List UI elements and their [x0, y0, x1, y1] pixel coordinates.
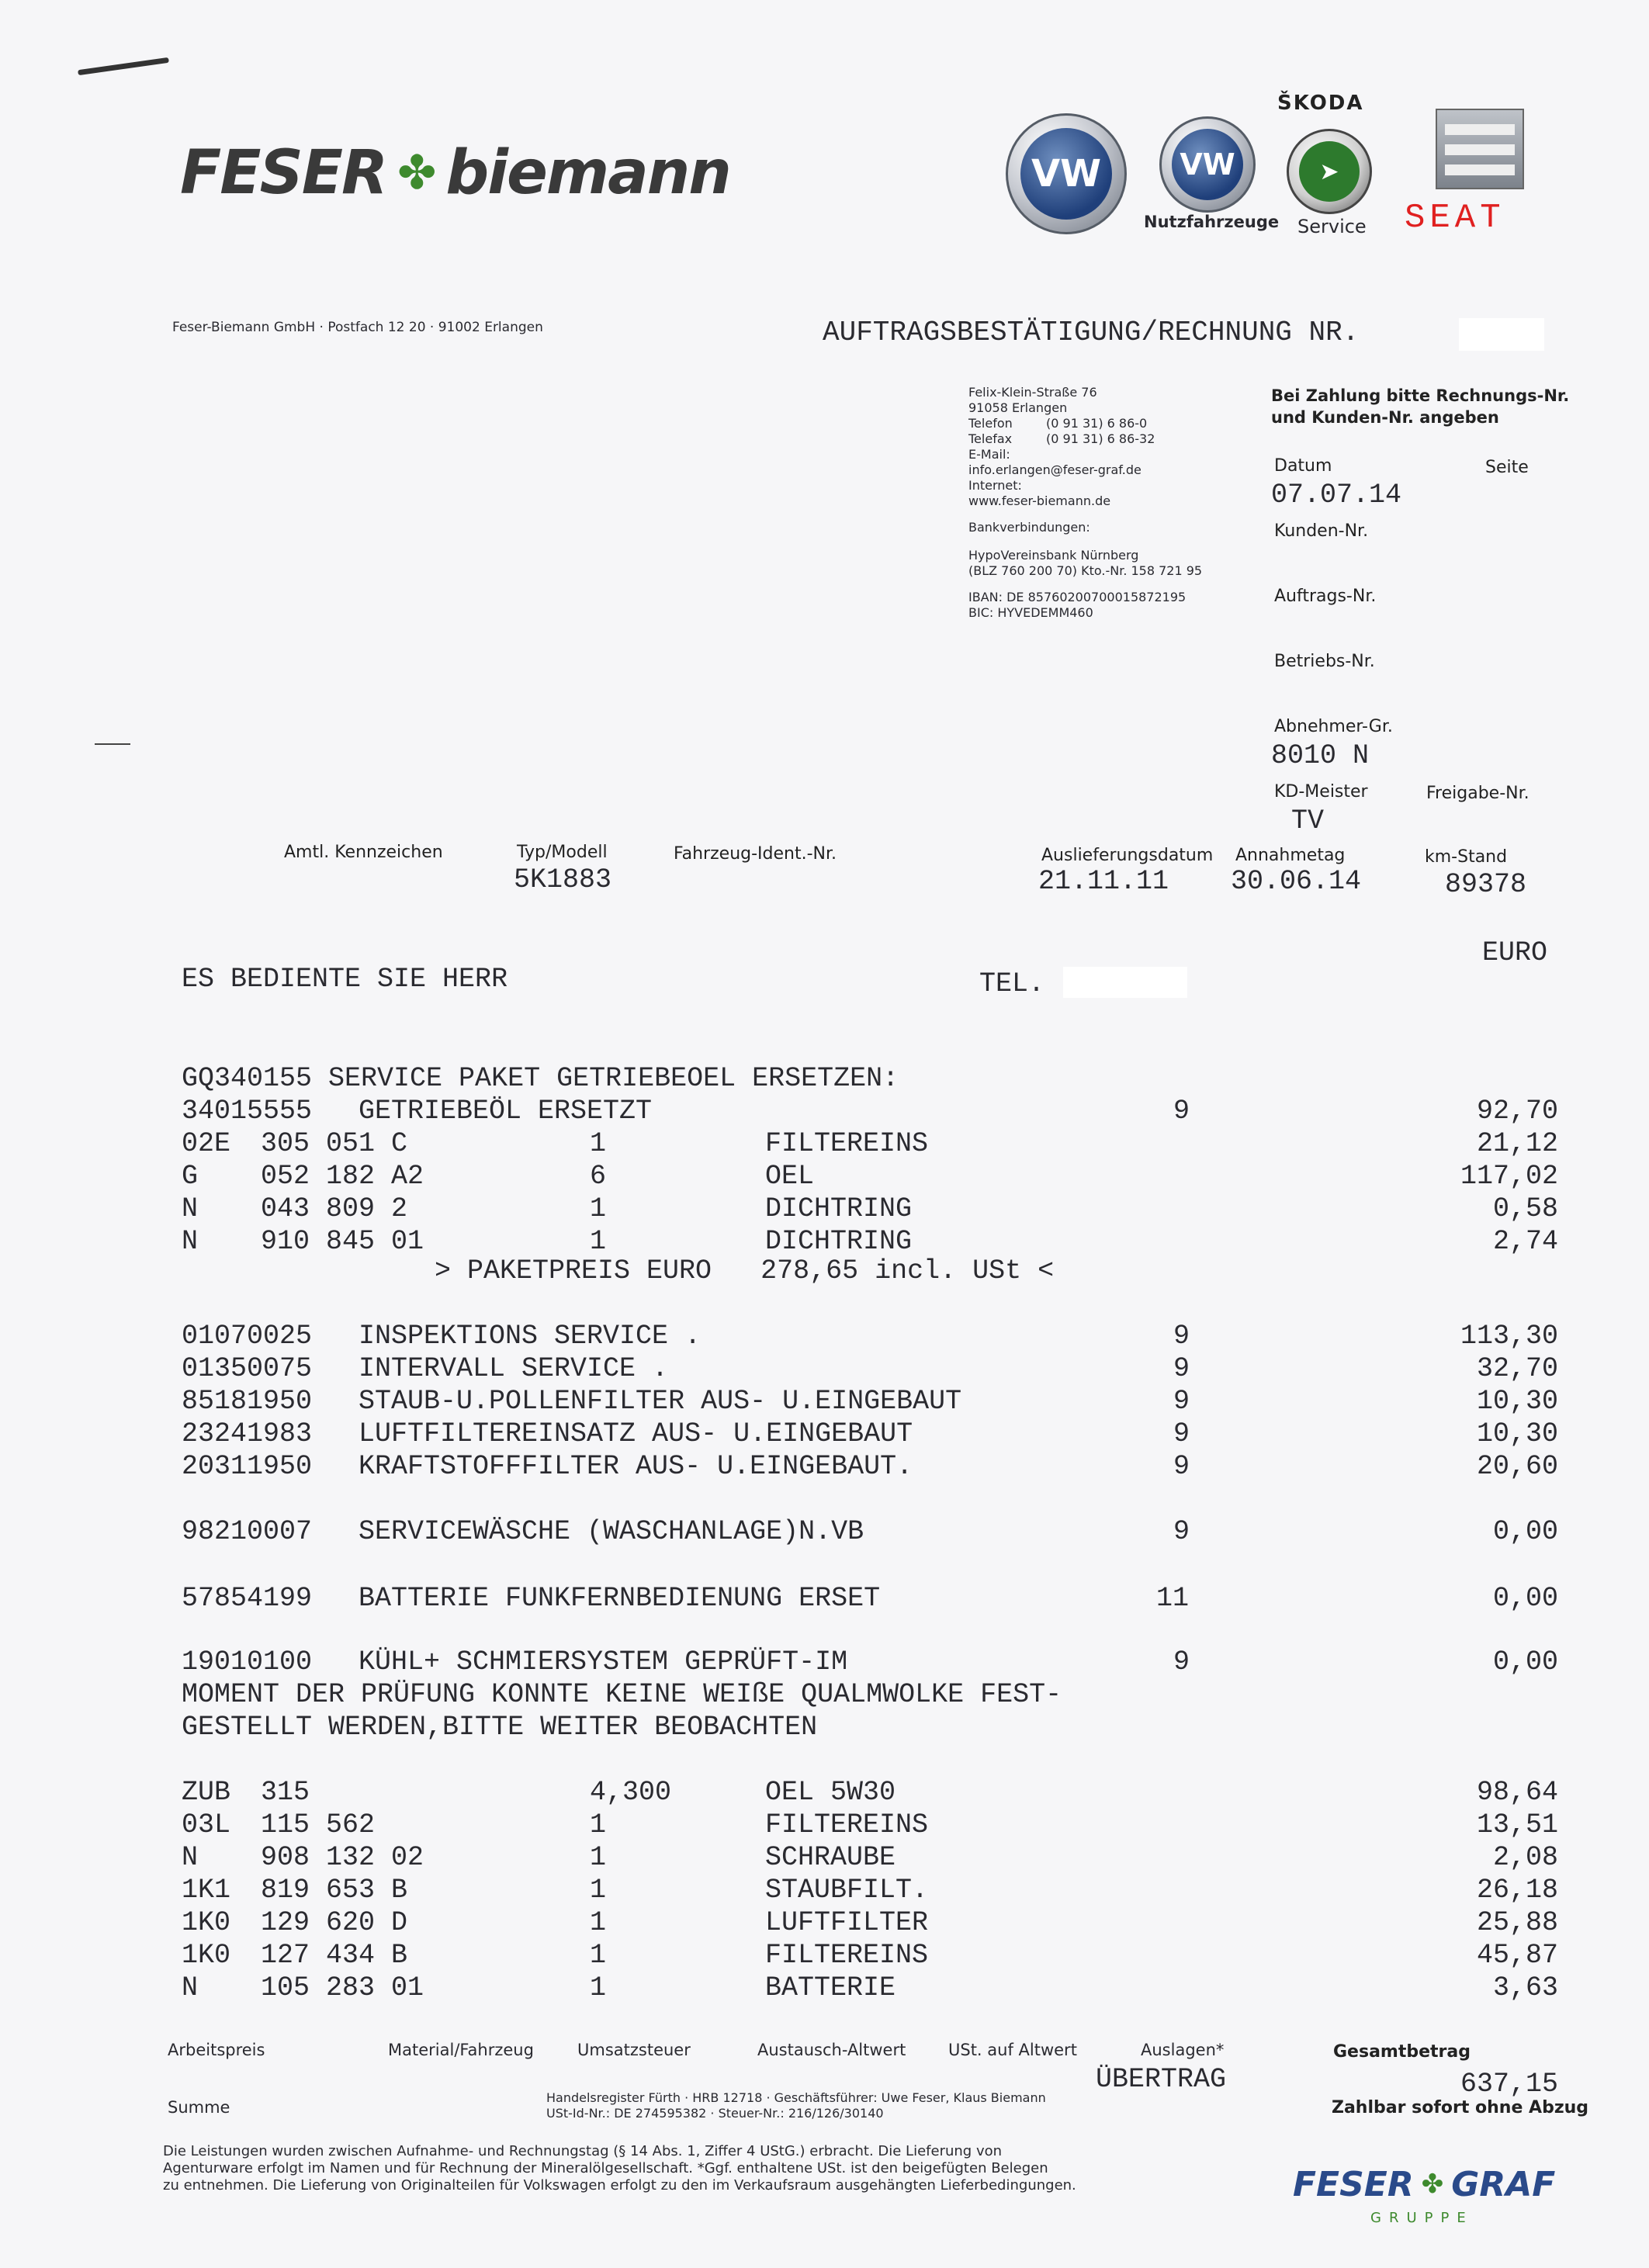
item-name: DICHTRING — [765, 1226, 913, 1257]
item-amount: 13,51 — [1476, 1809, 1558, 1840]
seite-label: Seite — [1485, 458, 1529, 477]
arbeitspreis-label: Arbeitspreis — [168, 2041, 265, 2059]
item-code: G — [182, 1161, 199, 1192]
auslieferung-label: Auslieferungsdatum — [1041, 846, 1214, 865]
item-name: BATTERIE — [765, 1972, 896, 2003]
zahlbar-note: Zahlbar sofort ohne Abzug — [1332, 2098, 1589, 2117]
item-amount: 3,63 — [1492, 1972, 1558, 2003]
address-block — [968, 385, 1202, 621]
vw-nutzfahrzeuge-badge — [1159, 116, 1256, 213]
item-code: 1K1 — [182, 1875, 231, 1906]
abnehmer-label: Abnehmer-Gr. — [1274, 717, 1393, 736]
auftrags-label: Auftrags-Nr. — [1274, 587, 1377, 606]
vw-logo-icon: VW — [1020, 128, 1112, 220]
register-info: Handelsregister Fürth · HRB 12718 · Geschäftsführer: Uwe Feser, Klaus Biemann USt-Id-Nr.: DE 274595382 · Steuer-Nr.: 216/126/30140 — [546, 2090, 1046, 2121]
item-description: 315 — [261, 1777, 310, 1808]
line-item — [0, 1516, 1649, 1549]
item-code: 1K0 — [182, 1907, 231, 1938]
item-description: 305 051 C — [261, 1128, 408, 1159]
item-quantity: 1 — [590, 1226, 607, 1257]
umsatzsteuer-label: Umsatzsteuer — [577, 2041, 691, 2059]
line-item — [0, 1418, 1649, 1451]
item-vat-code: 9 — [1173, 1353, 1190, 1384]
item-description: 819 653 B — [261, 1875, 408, 1906]
austausch-label: Austausch-Altwert — [757, 2041, 906, 2059]
sender-line: Feser-Biemann GmbH · Postfach 12 20 · 91002 Erlangen — [172, 320, 543, 335]
kdmeister-label: KD-Meister — [1274, 782, 1368, 802]
margin-mark — [95, 743, 130, 745]
line-item — [0, 1583, 1649, 1615]
annahme-label: Annahmetag — [1235, 846, 1346, 865]
bank-label: Bankverbindungen: — [968, 520, 1090, 535]
seat-s-icon — [1436, 109, 1524, 189]
fin-label: Fahrzeug-Ident.-Nr. — [674, 844, 837, 864]
item-description: SERVICEWÄSCHE (WASCHANLAGE)N.VB — [359, 1516, 864, 1547]
datum-label: Datum — [1274, 456, 1332, 476]
item-description: 129 620 D — [261, 1907, 408, 1938]
skoda-label: ŠKODA — [1277, 92, 1364, 115]
item-code: N — [182, 1842, 199, 1873]
group-logo: FESER ✤ GRAF — [1293, 2165, 1556, 2204]
item-amount: 10,30 — [1476, 1386, 1558, 1417]
line-item — [0, 1193, 1649, 1226]
item-amount: 117,02 — [1460, 1161, 1558, 1192]
currency-label: EURO — [1482, 937, 1548, 968]
auslagen-label: Auslagen* — [1141, 2041, 1225, 2059]
item-quantity: 1 — [590, 1940, 607, 1971]
item-quantity: 6 — [590, 1161, 607, 1192]
company-logo-right: biemann — [445, 138, 730, 208]
item-name: FILTEREINS — [765, 1940, 929, 1971]
internet-label: Internet: — [968, 478, 1022, 493]
summe-label: Summe — [168, 2098, 230, 2117]
item-vat-code: 9 — [1173, 1096, 1190, 1127]
item-code: 20311950 — [182, 1451, 313, 1482]
line-item — [0, 1907, 1649, 1940]
item-vat-code: 9 — [1173, 1516, 1190, 1547]
group-clover-icon: ✤ — [1421, 2169, 1444, 2200]
betriebs-label: Betriebs-Nr. — [1274, 652, 1375, 671]
item-description: INTERVALL SERVICE . — [359, 1353, 669, 1384]
item-name: SCHRAUBE — [765, 1842, 896, 1873]
line-item — [0, 1161, 1649, 1193]
telefon: Telefon (0 91 31) 6 86-0 — [968, 416, 1148, 431]
vw-nutzfahrzeuge-logo-icon: VW — [1172, 129, 1243, 200]
line-item — [0, 1940, 1649, 1972]
kdmeister-value: TV — [1291, 805, 1325, 836]
item-description: STAUB-U.POLLENFILTER AUS- U.EINGEBAUT — [359, 1386, 962, 1417]
item-code: 01070025 — [182, 1321, 313, 1352]
internet-value: www.feser-biemann.de — [968, 493, 1111, 508]
line-item — [0, 1353, 1649, 1386]
item-code: 23241983 — [182, 1418, 313, 1449]
item-quantity: 1 — [590, 1842, 607, 1873]
item-amount: 0,58 — [1492, 1193, 1558, 1224]
uebertrag: ÜBERTRAG — [1096, 2064, 1227, 2095]
item-description: LUFTFILTEREINSATZ AUS- U.EINGEBAUT — [359, 1418, 913, 1449]
service-label: Service — [1297, 216, 1367, 237]
bank-name: HypoVereinsbank Nürnberg — [968, 548, 1139, 563]
vw-badge — [1006, 113, 1127, 234]
item-quantity: 1 — [590, 1972, 607, 2003]
item-quantity: 4,300 — [590, 1777, 672, 1808]
line-item — [0, 1386, 1649, 1418]
abnehmer-value: 8010 N — [1271, 740, 1370, 771]
item-description: 105 283 01 — [261, 1972, 424, 2003]
item-vat-code: 9 — [1173, 1386, 1190, 1417]
item-name: OEL 5W30 — [765, 1777, 896, 1808]
item-code: 98210007 — [182, 1516, 313, 1547]
group-subtitle: GRUPPE — [1370, 2210, 1474, 2226]
item-quantity: 1 — [590, 1128, 607, 1159]
total-amount: 637,15 — [1460, 2069, 1558, 2100]
tel-redacted — [1063, 967, 1187, 998]
line-item — [0, 1128, 1649, 1161]
note-line-1: MOMENT DER PRÜFUNG KONNTE KEINE WEIßE QUALMWOLKE FEST- — [182, 1679, 1062, 1710]
typ-label: Typ/Modell — [517, 843, 608, 862]
email-label: E-Mail: — [968, 447, 1010, 462]
km-label: km-Stand — [1425, 847, 1508, 867]
item-quantity: 1 — [590, 1875, 607, 1906]
item-amount: 2,74 — [1492, 1226, 1558, 1257]
line-item — [0, 1096, 1649, 1128]
item-name: LUFTFILTER — [765, 1907, 929, 1938]
typ-value: 5K1883 — [514, 864, 612, 895]
served-by: ES BEDIENTE SIE HERR — [182, 964, 508, 995]
item-code: N — [182, 1972, 199, 2003]
clover-icon: ✤ — [397, 146, 435, 200]
item-amount: 21,12 — [1476, 1128, 1558, 1159]
city: 91058 Erlangen — [968, 400, 1068, 415]
item-quantity: 1 — [590, 1809, 607, 1840]
item-amount: 32,70 — [1476, 1353, 1558, 1384]
auslieferung-value: 21.11.11 — [1038, 866, 1169, 897]
item-amount: 20,60 — [1476, 1451, 1558, 1482]
item-description: 127 434 B — [261, 1940, 408, 1971]
line-item — [0, 1777, 1649, 1809]
item-code: N — [182, 1193, 199, 1224]
street: Felix-Klein-Straße 76 — [968, 385, 1097, 400]
item-amount: 0,00 — [1492, 1516, 1558, 1547]
item-amount: 25,88 — [1476, 1907, 1558, 1938]
ust-altwert-label: USt. auf Altwert — [948, 2041, 1077, 2059]
item-vat-code: 11 — [1156, 1583, 1190, 1614]
tel-label: TEL. — [979, 968, 1045, 999]
line-item — [0, 1875, 1649, 1907]
item-name: STAUBFILT. — [765, 1875, 929, 1906]
item-amount: 0,00 — [1492, 1646, 1558, 1678]
item-code: N — [182, 1226, 199, 1257]
kunden-label: Kunden-Nr. — [1274, 521, 1369, 541]
item-vat-code: 9 — [1173, 1646, 1190, 1678]
item-amount: 113,30 — [1460, 1321, 1558, 1352]
line-item — [0, 1321, 1649, 1353]
item-amount: 45,87 — [1476, 1940, 1558, 1971]
item-description: KRAFTSTOFFFILTER AUS- U.EINGEBAUT. — [359, 1451, 913, 1482]
item-description: GETRIEBEÖL ERSETZT — [359, 1096, 653, 1127]
item-quantity: 1 — [590, 1907, 607, 1938]
item-code: 02E — [182, 1128, 231, 1159]
line-item — [0, 1226, 1649, 1259]
item-description: BATTERIE FUNKFERNBEDIENUNG ERSET — [359, 1583, 881, 1614]
line-item — [0, 1809, 1649, 1842]
item-code: 85181950 — [182, 1386, 313, 1417]
item-name: FILTEREINS — [765, 1128, 929, 1159]
item-code: 34015555 — [182, 1096, 313, 1127]
item-amount: 10,30 — [1476, 1418, 1558, 1449]
company-logo-left: FESER — [180, 138, 387, 208]
item-name: DICHTRING — [765, 1193, 913, 1224]
company-logo — [180, 138, 730, 208]
skoda-badge — [1287, 129, 1372, 214]
item-description: KÜHL+ SCHMIERSYSTEM GEPRÜFT-IM — [359, 1646, 848, 1678]
item-description: 908 132 02 — [261, 1842, 424, 1873]
nutzfahrzeuge-label: Nutzfahrzeuge — [1144, 213, 1280, 231]
item-name: FILTEREINS — [765, 1809, 929, 1840]
item-code: 19010100 — [182, 1646, 313, 1678]
email-value: info.erlangen@feser-graf.de — [968, 462, 1141, 477]
line-item — [0, 1842, 1649, 1875]
kennzeichen-label: Amtl. Kennzeichen — [284, 843, 443, 862]
item-description: INSPEKTIONS SERVICE . — [359, 1321, 702, 1352]
item-amount: 98,64 — [1476, 1777, 1558, 1808]
km-value: 89378 — [1445, 869, 1527, 900]
item-amount: 0,00 — [1492, 1583, 1558, 1614]
freigabe-label: Freigabe-Nr. — [1426, 784, 1529, 803]
material-label: Material/Fahrzeug — [388, 2041, 534, 2059]
item-name: OEL — [765, 1161, 815, 1192]
annahme-value: 30.06.14 — [1231, 866, 1362, 897]
package-price: > PAKETPREIS EURO 278,65 incl. USt < — [435, 1255, 1055, 1286]
pen-mark — [78, 57, 169, 75]
item-vat-code: 9 — [1173, 1321, 1190, 1352]
item-amount: 92,70 — [1476, 1096, 1558, 1127]
item-description: 052 182 A2 — [261, 1161, 424, 1192]
payment-note: Bei Zahlung bitte Rechnungs-Nr. und Kunden-Nr. angeben — [1271, 386, 1570, 427]
document-title: AUFTRAGSBESTÄTIGUNG/RECHNUNG NR. — [823, 317, 1360, 348]
line-item — [0, 1972, 1649, 2005]
gesamt-label: Gesamtbetrag — [1333, 2042, 1471, 2062]
item-amount: 26,18 — [1476, 1875, 1558, 1906]
telefax: Telefax (0 91 31) 6 86-32 — [968, 431, 1155, 446]
item-description: 910 845 01 — [261, 1226, 424, 1257]
item-vat-code: 9 — [1173, 1418, 1190, 1449]
item-description: 115 562 — [261, 1809, 376, 1840]
line-item — [0, 1646, 1649, 1679]
item-code: 03L — [182, 1809, 231, 1840]
seat-label: SEAT — [1405, 199, 1505, 237]
bank-blz: (BLZ 760 200 70) Kto.-Nr. 158 721 95 — [968, 563, 1203, 578]
item-amount: 2,08 — [1492, 1842, 1558, 1873]
datum-value: 07.07.14 — [1271, 480, 1402, 511]
item-code: 57854199 — [182, 1583, 313, 1614]
invoice-number-redacted — [1459, 318, 1544, 351]
item-quantity: 1 — [590, 1193, 607, 1224]
line-item — [0, 1451, 1649, 1484]
iban: IBAN: DE 85760200700015872195 — [968, 590, 1187, 604]
item-code: 1K0 — [182, 1940, 231, 1971]
legal-note: Die Leistungen wurden zwischen Aufnahme- und Rechnungstag (§ 14 Abs. 1, Ziffer 4 UStG.) erbracht. Die Lieferung von Agenturware erfolgt im Namen und für Rechnung der Mineralölgesellschaft. *Ggf. enthaltene USt. ist den beigefügten Belegen zu entnehmen. Die Lieferung von Originalteilen für Volkswagen erfolgt zu den im Verkaufsraum ausgehängten Lieferbedingungen. — [163, 2143, 1076, 2194]
item-code: ZUB — [182, 1777, 231, 1808]
package-header: GQ340155 SERVICE PAKET GETRIEBEOEL ERSETZEN: — [182, 1063, 899, 1094]
skoda-arrow-icon: ➤ — [1299, 141, 1360, 202]
item-code: 01350075 — [182, 1353, 313, 1384]
bic: BIC: HYVEDEMM460 — [968, 605, 1093, 620]
note-line-2: GESTELLT WERDEN,BITTE WEITER BEOBACHTEN — [182, 1712, 818, 1743]
item-description: 043 809 2 — [261, 1193, 408, 1224]
item-vat-code: 9 — [1173, 1451, 1190, 1482]
